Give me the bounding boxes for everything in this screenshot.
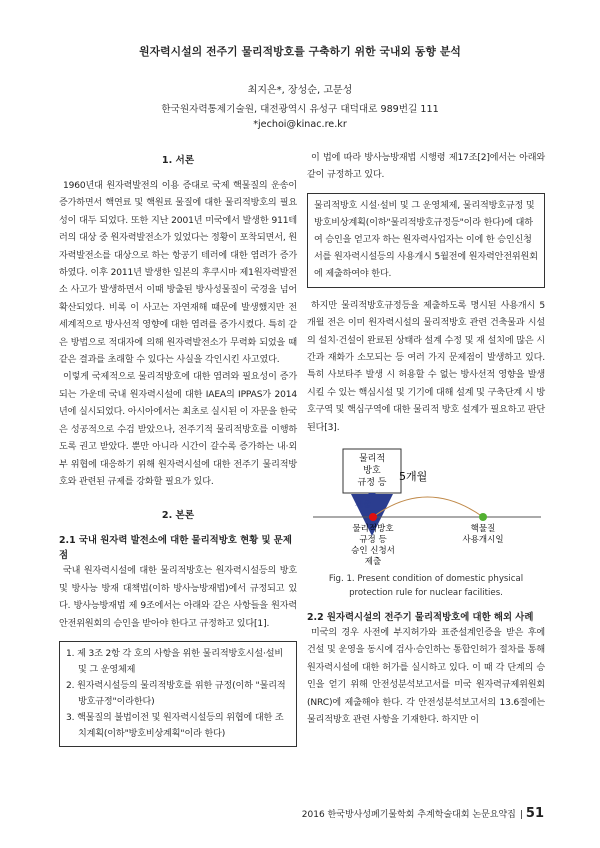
left-label-line: 제출 [364,557,382,568]
paragraph: 이 법에 따라 방사능방재법 시행령 제17조[2]에서는 아래와 같이 규정하고 있다. [307,153,545,181]
paragraph: 이렇게 국제적으로 물리적방호에 대한 염려와 필요성이 증가되는 가운데 국내 원자력시설에 대한 IAEA의 IPPAS가 2014년에 실시되었다. 아시아에서는 최초로 실시된 이 자문을 한국은 성공적으로 수검 받았으나, 전주기적 물리적방호를 이행하도록 권고 받았다. 뿐만 아니라 시간이 갈수록 증가하는 내·외부 위협에 대응하기 위해 원자력시설에 대한 전주기 물리적방호와 관련된 규제를 강화할 필요가 있다. [59,372,297,487]
figure-caption: Fig. 1. Present condition of domestic physical protection rule for nuclear facilities. [328,574,524,599]
paragraph: 미국의 경우 사전에 부지허가와 표준설계인증을 받은 후에 건설 및 운영을 동시에 검사·승인하는 통합인허가 절차를 통해 원자력시설에 대한 허가를 실시하고 있다. 이 때 각 단계의 승인을 얻기 위해 안전성분석보고서를 미국 원자력규제위원회(NRC)에 제출해야 한다. 각 안전성분석보고서의 13.6절에는 물리적방호 관련 사항을 기재한다. 하지만 이 [307,628,545,726]
footer-text: 2016 한국방사성폐기물학회 추계학술대회 논문요약집 [301,810,516,820]
left-label-line: 물리적방호 [352,524,394,535]
email[interactable]: *jechoi@kinac.re.kr [253,119,347,130]
paper-title: 원자력시설의 전주기 물리적방호를 구축하기 위한 국내외 동향 분석 [139,45,461,58]
left-column [59,150,297,757]
footer-separator: | [519,810,523,820]
timeline-arc [373,497,483,517]
list-item: 1. 제 3조 2항 각 호의 사항을 위한 물리적방호시설·설비 및 그 운영체제 [66,648,284,675]
paragraph: 국내 원자력시설에 대한 물리적방호는 원자력시설등의 방호 및 방사능 방재 대책법(이하 방사능방재법)에서 규정되고 있다. 방사능방재법 제 9조에서는 아래와 같은 사항들을 원자력안전위원회의 승인을 받아야 한다고 규정하고 있다[1]. [59,566,297,629]
rule-box-line: 물리적 [358,454,386,465]
page-footer [302,806,544,821]
paragraph: 하지만 물리적방호규정등을 제출하도록 명시된 사용개시 5개월 전은 이미 원자력시설의 물리적방호 관련 건축물과 시설의 설치·건설이 완료된 상태라 설계 수정 및 재 설치에 많은 시간과 재화가 소모되는 등 여러 가지 문제점이 발생하고 있다. 특히 사보타주 발생 시 허용할 수 없는 방사선적 영향을 발생시킬 수 있는 핵심시설 및 기기에 대해 설계 및 구축단계 시 방호구역 및 핵심구역에 대한 물리적 방호 설계가 필요하고 판단된다[3]. [307,300,545,433]
affiliation: 한국원자력통제기술원, 대전광역시 유성구 대덕대로 989번길 111 [161,104,439,115]
right-label-line: 핵물질 [470,524,496,535]
section-heading-body: 2. 본론 [161,510,195,522]
left-label-line: 규정 등 [359,535,387,546]
paragraph: 1960년대 원자력발전의 이용 증대로 국제 핵물질의 운송이 증가하면서 핵연료 및 핵원료 물질에 대한 물리적방호의 필요성이 대두 되었다. 또한 지난 2001년 미국에서 발생한 911테러의 대상 중 원자력발전소가 있었다는 정황이 포착되면서, 원자력발전소를 대상으로 하는 항공기 테러에 대한 염려가 증가하였다. 이후 2011년 발생한 일본의 후쿠시마 제1원자력발전소 사고가 발생하면서 이때 방출된 방사성물질이 국경을 넘어 확산되었다. 비록 이 사고는 자연재해 때문에 발생했지만 전 세계적으로 방사선적 영향에 대한 염려를 증가시켰다. 특히 같은 방법으로 적대자에 의해 원자력발전소가 무력화 되었을 때 같은 결과를 초래할 수 있다는 사실을 각인시킨 사고였다. [59,181,297,366]
rule-box-line: 규정 등 [357,478,387,489]
list-item: 2. 원자력시설등의 물리적방호를 위한 규정(이하 "물리적방호규정"이라한다) [66,680,286,707]
right-column [307,150,545,730]
law-list-box [59,641,297,747]
section-heading-intro: 1. 서론 [161,155,195,166]
subsection-heading: 2.1 국내 원자력 발전소에 대한 물리적방호 현황 및 문제점 [59,535,292,562]
operation-dot [479,513,487,521]
page-number: 51 [525,806,544,821]
submission-dot [369,513,377,521]
timeline-diagram [307,445,545,570]
list-item: 3. 핵물질의 불법이전 및 원자력시설등의 위협에 대한 조치계획(이하"방호비상계획"이라 한다) [66,712,284,739]
rule-box-line: 방호 [363,466,381,477]
right-label-line: 사용개시일 [462,535,504,546]
decree-box [307,193,545,288]
decree-text: 물리적방호 시설·설비 및 그 운영체제, 물리적방호규정 및 방호비상계획(이하"물리적방호규정등"이라 한다)에 대하여 승인을 얻고자 하는 원자력사업자는 이에 한 승인신청서를 원자력시설등의 사용개시 5월전에 원자력안전위원회에 제출하여야 한다. [314,200,538,279]
submit-label: 제출 [355,500,372,511]
figure-1 [307,445,545,570]
duration-label: 5개월 [399,470,428,484]
authors: 최지은*, 장성순, 고문성 [247,85,353,96]
subsection-heading: 2.2 원자력시설의 전주기 물리적방호에 대한 해외 사례 [307,612,534,624]
left-label-line: 승인 신청서 [351,546,395,557]
